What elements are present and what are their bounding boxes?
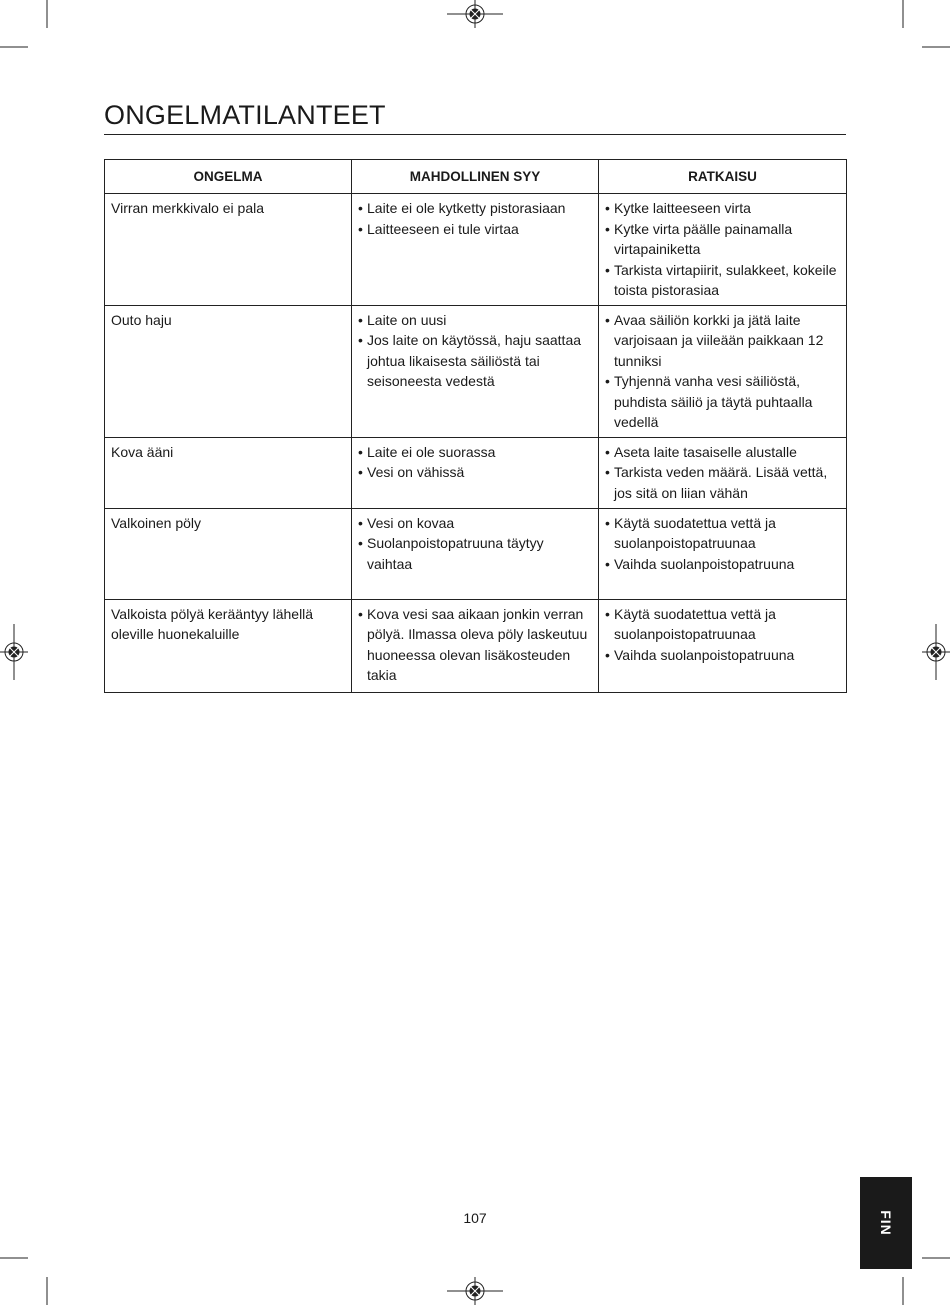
cause-cell bbox=[352, 437, 599, 508]
cause-list bbox=[358, 604, 592, 686]
registration-mark-icon bbox=[922, 624, 950, 680]
list-item: • Kova vesi saa aikaan jonkin verran pölyä. Ilmassa oleva pöly laskeutuu huoneessa olevan lisäkosteuden takia bbox=[358, 604, 592, 686]
list-item: • Aseta laite tasaiselle alustalle bbox=[605, 442, 840, 463]
table-row bbox=[105, 508, 847, 599]
problem-cell: Kova ääni bbox=[105, 437, 352, 508]
list-item: • Vaihda suolanpoistopatruuna bbox=[605, 554, 840, 575]
page-title: ONGELMATILANTEET bbox=[104, 98, 846, 135]
cause-list bbox=[358, 513, 592, 575]
list-item: • Vesi on kovaa bbox=[358, 513, 592, 534]
language-tab-label: FIN bbox=[878, 1210, 894, 1236]
solution-cell bbox=[599, 508, 847, 599]
solution-list bbox=[605, 604, 840, 666]
header-problem: ONGELMA bbox=[105, 160, 352, 194]
list-item: • Kytke laitteeseen virta bbox=[605, 198, 840, 219]
solution-list bbox=[605, 310, 840, 433]
table-row bbox=[105, 437, 847, 508]
list-item: • Tarkista virtapiirit, sulakkeet, kokeile toista pistorasiaa bbox=[605, 260, 840, 301]
list-item: • Käytä suodatettua vettä ja suolanpoistopatruunaa bbox=[605, 513, 840, 554]
language-tab bbox=[860, 1177, 912, 1269]
solution-list bbox=[605, 513, 840, 575]
list-item: • Tarkista veden määrä. Lisää vettä, jos sitä on liian vähän bbox=[605, 462, 840, 503]
problem-cell: Virran merkkivalo ei pala bbox=[105, 194, 352, 306]
problem-cell: Outo haju bbox=[105, 305, 352, 437]
table-row bbox=[105, 305, 847, 437]
list-item: • Vesi on vähissä bbox=[358, 462, 592, 483]
troubleshooting-table bbox=[104, 159, 847, 693]
problem-cell: Valkoinen pöly bbox=[105, 508, 352, 599]
cause-list bbox=[358, 442, 592, 483]
page-number: 107 bbox=[463, 1210, 487, 1226]
list-item: • Suolanpoistopatruuna täytyy vaihtaa bbox=[358, 533, 592, 574]
registration-mark-icon bbox=[447, 1277, 503, 1305]
solution-cell bbox=[599, 437, 847, 508]
cause-cell bbox=[352, 194, 599, 306]
list-item: • Vaihda suolanpoistopatruuna bbox=[605, 645, 840, 666]
list-item: • Tyhjennä vanha vesi säiliöstä, puhdista säiliö ja täytä puhtaalla vedellä bbox=[605, 371, 840, 433]
solution-list bbox=[605, 198, 840, 301]
solution-cell bbox=[599, 305, 847, 437]
list-item: • Laitteeseen ei tule virtaa bbox=[358, 219, 592, 240]
registration-mark-icon bbox=[0, 624, 28, 680]
cause-cell bbox=[352, 508, 599, 599]
list-item: • Laite ei ole suorassa bbox=[358, 442, 592, 463]
list-item: • Laite on uusi bbox=[358, 310, 592, 331]
registration-mark-icon bbox=[447, 0, 503, 28]
solution-cell bbox=[599, 194, 847, 306]
cause-cell bbox=[352, 305, 599, 437]
table-header-row bbox=[105, 160, 847, 194]
cause-list bbox=[358, 198, 592, 239]
list-item: • Avaa säiliön korkki ja jätä laite varjoisaan ja viileään paikkaan 12 tunniksi bbox=[605, 310, 840, 372]
solution-list bbox=[605, 442, 840, 504]
cause-list bbox=[358, 310, 592, 392]
cause-cell bbox=[352, 599, 599, 692]
table-row bbox=[105, 599, 847, 692]
list-item: • Laite ei ole kytketty pistorasiaan bbox=[358, 198, 592, 219]
solution-cell bbox=[599, 599, 847, 692]
problem-cell: Valkoista pölyä kerääntyy lähellä oleville huonekaluille bbox=[105, 599, 352, 692]
header-possible-cause: MAHDOLLINEN SYY bbox=[352, 160, 599, 194]
header-solution: RATKAISU bbox=[599, 160, 847, 194]
table-row bbox=[105, 194, 847, 306]
list-item: • Jos laite on käytössä, haju saattaa johtua likaisesta säiliöstä tai seisoneesta vedestä bbox=[358, 330, 592, 392]
list-item: • Kytke virta päälle painamalla virtapainiketta bbox=[605, 219, 840, 260]
list-item: • Käytä suodatettua vettä ja suolanpoistopatruunaa bbox=[605, 604, 840, 645]
